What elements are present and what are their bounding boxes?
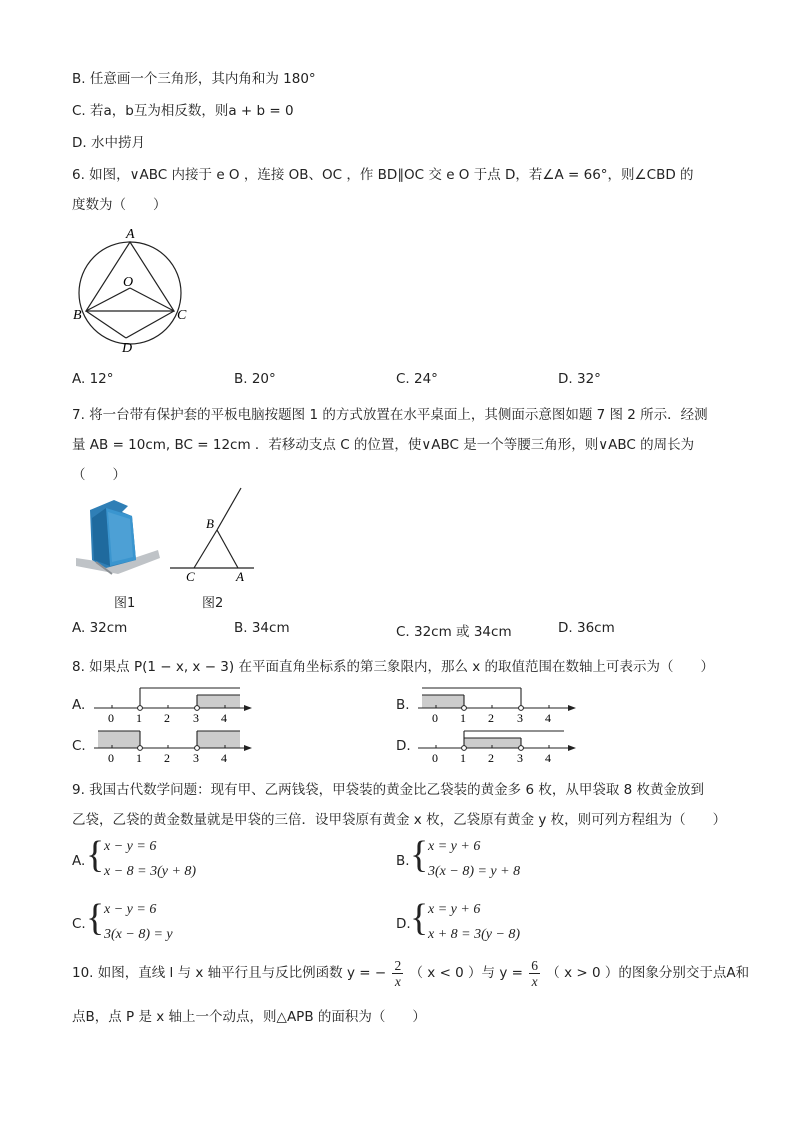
q9-d-eq1: x = y + 6 bbox=[428, 902, 481, 917]
q9-d-brace: { bbox=[410, 897, 429, 939]
q10-text-line2: 点B，点 P 是 x 轴上一个动点，则△APB 的面积为（ ） bbox=[72, 1009, 426, 1025]
q10-text-pre: 10. 如图，直线 l 与 x 轴平行且与反比例函数 y = − bbox=[72, 965, 387, 981]
q6-label-d: D bbox=[122, 341, 133, 356]
q8-option-d-label: D. bbox=[396, 738, 411, 754]
q7-option-d: D. 36cm bbox=[558, 620, 615, 636]
q6-text-line2: 度数为（ ） bbox=[72, 197, 167, 213]
q9-c-eq2: 3(x − 8) = y bbox=[104, 927, 173, 942]
q8c-tick-0: 0 bbox=[108, 751, 114, 763]
q8c-tick-1: 1 bbox=[136, 751, 142, 763]
option-c-line: C. 若a，b互为相反数，则a + b = 0 bbox=[72, 103, 294, 119]
q10-fraction-1 bbox=[392, 958, 403, 989]
q9-b-eq1: x = y + 6 bbox=[428, 839, 481, 854]
q9-text-line2: 乙袋，乙袋的黄金数量就是甲袋的三倍．设甲袋原有黄金 x 枚，乙袋原有黄金 y 枚，则可列方程组为（ ） bbox=[72, 812, 727, 828]
q8a-tick-4: 4 bbox=[221, 711, 227, 723]
q9-text-line1: 9. 我国古代数学问题：现有甲、乙两钱袋，甲袋装的黄金比乙袋装的黄金多 6 枚，从甲袋取 8 枚黄金放到 bbox=[72, 782, 705, 798]
q8-option-c-label: C. bbox=[72, 738, 86, 754]
q7-label-c: C bbox=[186, 569, 195, 584]
q8b-tick-0: 0 bbox=[432, 711, 438, 723]
q8-text-line1: 8. 如果点 P(1 − x, x − 3) 在平面直角坐标系的第三象限内，那么 x 的取值范围在数轴上可表示为（ ） bbox=[72, 659, 715, 675]
q9-option-b-label: B. bbox=[396, 853, 410, 869]
q8d-tick-4: 4 bbox=[545, 751, 551, 763]
q8a-tick-0: 0 bbox=[108, 711, 114, 723]
q9-a-eq2: x − 8 = 3(y + 8) bbox=[104, 864, 197, 879]
q7-label-a: A bbox=[236, 569, 244, 584]
q8d-tick-0: 0 bbox=[432, 751, 438, 763]
q9-option-a-label: A. bbox=[72, 853, 86, 869]
q9-b-brace: { bbox=[410, 834, 429, 876]
q7-option-a: A. 32cm bbox=[72, 620, 128, 636]
q7-text-line3: （ ） bbox=[72, 467, 126, 483]
q9-c-eq1: x − y = 6 bbox=[104, 902, 157, 917]
q6-circle-figure bbox=[72, 222, 202, 357]
option-d-line: D. 水中捞月 bbox=[72, 135, 145, 151]
q7-fig2-caption: 图2 bbox=[202, 596, 224, 611]
q6-label-b: B bbox=[73, 308, 82, 323]
q10-frac1-num: 2 bbox=[394, 958, 402, 973]
q8a-tick-3: 3 bbox=[193, 711, 199, 723]
q8d-tick-1: 1 bbox=[460, 751, 466, 763]
q10-text-post: （ x > 0 ）的图象分别交于点A和 bbox=[546, 965, 750, 981]
q8a-tick-2: 2 bbox=[164, 711, 170, 723]
q6-option-d: D. 32° bbox=[558, 371, 601, 387]
q10-frac2-num: 6 bbox=[531, 958, 538, 973]
q8d-tick-2: 2 bbox=[488, 751, 494, 763]
q7-tablet-photo bbox=[72, 500, 162, 580]
q7-text-line1: 7. 将一台带有保护套的平板电脑按题图 1 的方式放置在水平桌面上，其侧面示意图如题 7 图 2 所示．经测 bbox=[72, 407, 708, 423]
q7-text-line2: 量 AB = 10cm, BC = 12cm ．若移动支点 C 的位置，使∨ABC 是一个等腰三角形，则∨ABC 的周长为 bbox=[72, 437, 695, 453]
q8b-tick-4: 4 bbox=[545, 711, 551, 723]
q7-fig1-caption: 图1 bbox=[114, 596, 136, 611]
q8a-tick-1: 1 bbox=[136, 711, 142, 723]
q7-option-c: C. 32cm 或 34cm bbox=[396, 624, 512, 640]
q8-numberline-c bbox=[92, 723, 252, 763]
q8-option-a-label: A. bbox=[72, 697, 86, 713]
q6-option-b: B. 20° bbox=[234, 371, 276, 387]
q9-a-brace: { bbox=[86, 834, 105, 876]
q8c-tick-4: 4 bbox=[221, 751, 227, 763]
q10-frac1-den: x bbox=[394, 974, 401, 989]
q9-b-eq2: 3(x − 8) = y + 8 bbox=[428, 864, 521, 879]
q8c-tick-2: 2 bbox=[164, 751, 170, 763]
q10-text-line1 bbox=[72, 958, 749, 989]
q6-option-a: A. 12° bbox=[72, 371, 114, 387]
q9-option-d-label: D. bbox=[396, 916, 411, 932]
q9-d-eq2: x + 8 = 3(y − 8) bbox=[428, 927, 521, 942]
q8-numberline-a bbox=[92, 683, 252, 723]
q8c-tick-3: 3 bbox=[193, 751, 199, 763]
q8d-tick-3: 3 bbox=[517, 751, 523, 763]
q7-label-b: B bbox=[206, 516, 214, 531]
q6-text-line1: 6. 如图，∨ABC 内接于 e O ，连接 OB、OC ，作 BD∥OC 交 e O 于点 D，若∠A = 66°，则∠CBD 的 bbox=[72, 167, 694, 183]
q10-frac2-den: x bbox=[531, 974, 538, 989]
q8-option-b-label: B. bbox=[396, 697, 410, 713]
q6-label-c: C bbox=[177, 308, 187, 323]
q9-option-c-label: C. bbox=[72, 916, 86, 932]
q10-text-mid: （ x < 0 ）与 y = bbox=[409, 965, 523, 981]
q9-c-brace: { bbox=[86, 897, 105, 939]
q7-option-b: B. 34cm bbox=[234, 620, 290, 636]
q6-label-o: O bbox=[123, 275, 134, 290]
q8-numberline-b bbox=[416, 683, 576, 723]
q6-label-a: A bbox=[126, 227, 135, 242]
option-b-line: B. 任意画一个三角形，其内角和为 180° bbox=[72, 71, 316, 87]
q10-fraction-2 bbox=[529, 958, 540, 989]
q8b-tick-3: 3 bbox=[517, 711, 523, 723]
q8b-tick-2: 2 bbox=[488, 711, 494, 723]
q8b-tick-1: 1 bbox=[460, 711, 466, 723]
q8-numberline-d bbox=[416, 723, 576, 763]
q6-option-c: C. 24° bbox=[396, 371, 438, 387]
q7-triangle-figure bbox=[170, 485, 255, 585]
q9-a-eq1: x − y = 6 bbox=[104, 839, 157, 854]
